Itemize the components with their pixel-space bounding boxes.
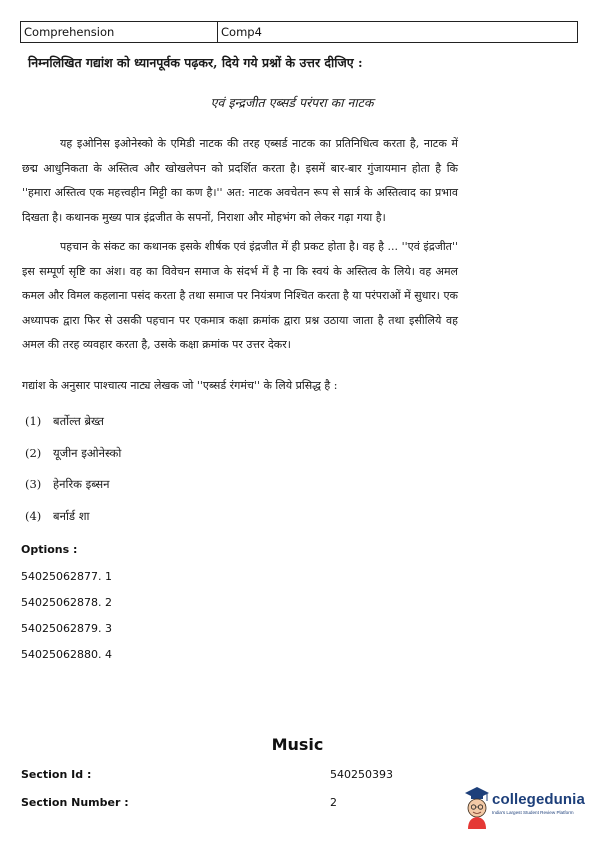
section-title: Music xyxy=(271,735,324,754)
passage-title: एवं इन्द्रजीत एब्सर्ड परंपरा का नाटक xyxy=(210,95,374,110)
mascot-icon xyxy=(462,784,492,830)
header-table xyxy=(20,21,578,43)
choice-2 xyxy=(25,446,121,461)
choice-1 xyxy=(25,414,104,429)
passage-paragraph-1: यह इओनिस इओनेस्को के एमिडी नाटक की तरह एब्सर्ड नाटक का प्रतिनिधित्व करता है, नाटक में छद्म आधुनिकता के अस्तित्व और खोखलेपन को प्रदर्शित करता है। इसमें बार-बार गुंजायमान होता है कि ''हमारा अस्तित्व एक महत्त्वहीन मिट्टी का कण है।'' अत: नाटक अवचेतन रूप से सार्त्र के अस्तित्वाद का प्रभाव दिखता है। कथानक मुख्य पात्र इंद्रजीत के सपनों, निराशा और मोहभंग को लेकर गढ़ा गया है। xyxy=(22,137,458,224)
choice-3 xyxy=(25,477,109,492)
header-type-cell: Comprehension xyxy=(21,22,218,42)
choice-number: (4) xyxy=(25,509,42,523)
option-id-1: 54025062877. 1 xyxy=(21,570,112,583)
choice-number: (3) xyxy=(25,477,42,491)
option-id-4: 54025062880. 4 xyxy=(21,648,112,661)
option-id-3: 54025062879. 3 xyxy=(21,622,112,635)
section-number-label: Section Number : xyxy=(21,796,129,809)
collegedunia-logo xyxy=(462,784,590,832)
choice-text: बर्नार्ड शा xyxy=(53,509,90,523)
passage-instruction: निम्नलिखित गद्यांश को ध्यानपूर्वक पढ़कर, दिये गये प्रश्नों के उत्तर दीजिए : xyxy=(28,55,363,70)
choice-4 xyxy=(25,509,90,524)
choice-text: बर्तोल्त ब्रेख्त xyxy=(53,414,104,428)
option-id-2: 54025062878. 2 xyxy=(21,596,112,609)
options-label: Options : xyxy=(21,543,78,556)
logo-wordmark: collegedunia xyxy=(492,791,585,808)
section-number-value: 2 xyxy=(330,796,337,809)
section-id-label: Section Id : xyxy=(21,768,92,781)
section-id-value: 540250393 xyxy=(330,768,393,781)
passage-paragraph-2: पहचान के संकट का कथानक इसके शीर्षक एवं इंद्रजीत में ही प्रकट होता है। वह है ... ''एवं इंद्रजीत'' इस सम्पूर्ण सृष्टि का अंश। वह का विवेचन समाज के संदर्भ में है ना कि स्वयं के अस्तित्व के लिये। वह अमल कमल और विमल कहलाना पसंद करता है तथा समाज पर नियंत्रण निश्चित करता है या परंपराओं में सुधार। एक अध्यापक द्वारा फिर से उसकी पहचान पर एकमात्र कक्षा क्रमांक द्वारा प्रश्न उठाया जाता है तथा इसीलिये वह अमल की तरह व्यवहार करता है, उसके कक्षा क्रमांक पर उत्तर देकर। xyxy=(22,240,458,351)
choice-number: (1) xyxy=(25,414,42,428)
logo-tagline: India's Largest Student Review Platform xyxy=(492,810,574,815)
choice-text: हेनरिक इब्सन xyxy=(53,477,110,491)
choice-text: यूजीन इओनेस्को xyxy=(53,446,122,460)
question-text: गद्यांश के अनुसार पाश्चात्य नाट्य लेखक जो ''एब्सर्ड रंगमंच'' के लिये प्रसिद्ध है : xyxy=(22,379,338,392)
choice-number: (2) xyxy=(25,446,42,460)
header-id-cell: Comp4 xyxy=(221,25,262,39)
